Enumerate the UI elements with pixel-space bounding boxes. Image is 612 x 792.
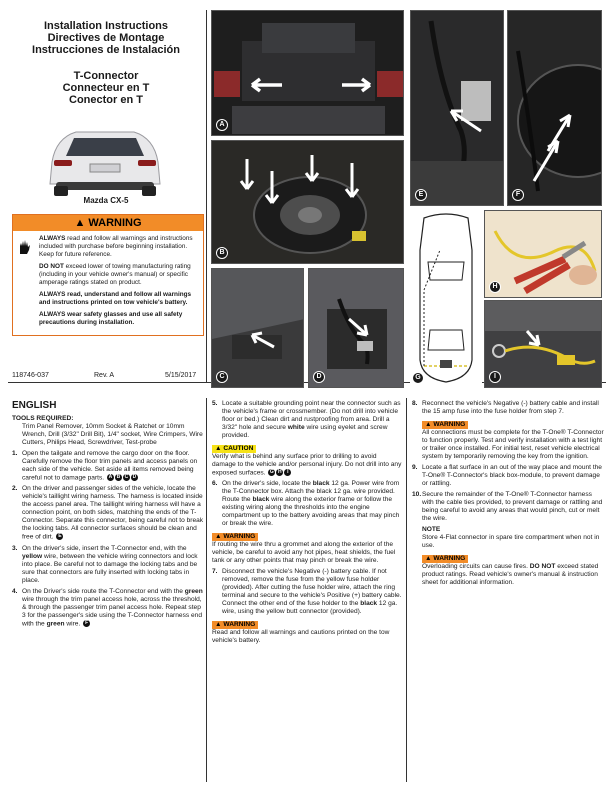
title-fr: Directives de Montage [47,32,165,44]
photo-label: D [313,371,325,383]
step-2 [12,485,204,541]
title-en: Installation Instructions [43,20,169,32]
photo-e-driver-side-wiring [410,10,504,206]
step-number: 10. [412,491,422,498]
step-7-black: black [360,600,378,608]
column-divider-2 [406,398,407,782]
column-3 [412,400,604,587]
step-7-text-c: 12 ga. wire, using the yellow butt connector (provided). [222,600,398,616]
step-1 [12,450,204,482]
part-number: 118746-037 [12,372,49,379]
warning-p1: read and follow all warnings and instructions included with purchase before beginning installation. Keep for future reference. [39,235,193,258]
column-1 [12,400,204,631]
photo-d-taillight-harness [308,268,404,388]
step-number: 6. [212,480,218,488]
step-4-text-e: wire. [64,619,81,627]
caution-text [212,453,402,477]
warning-text: All connections must be complete for the T-One® T-Connector to function properly. Test and verify installation with a test light or trailer once installed. For initial test, reset vehicle electrical system by temporarily removing the key from the ignition. [422,429,604,460]
step-6-text-c: 12 ga. Power wire from the T-Connector box. Attach the black 12 ga. wire provided. Route the [222,480,400,504]
ref-icon-i: I [284,469,291,476]
warning-badge: ▲ WARNING [212,533,258,541]
photo-label: I [489,371,501,383]
step-number: 7. [212,568,218,576]
caution-label: CAUTION [223,445,254,452]
product-es: Conector en T [69,94,143,106]
note-block [412,526,604,550]
photo-label: H [489,281,501,293]
ref-icon-b: B [116,474,121,480]
photo-a-cargo-area [211,10,404,136]
caution-block [212,443,402,477]
ref-icon-g: G [269,469,274,475]
warning-label: WARNING [223,621,256,629]
photo-label: B [216,247,228,259]
warning-badge: ▲ WARNING [422,555,468,563]
step-number: 2. [12,485,18,493]
step-9 [412,464,604,488]
step-6-black: black [312,480,330,488]
photo-label: C [216,371,228,383]
warning-text [422,563,604,587]
ref-icon-c: C [124,474,129,480]
tools-heading: TOOLS REQUIRED: [12,415,74,422]
burn-hand-icon [17,237,33,255]
warning-text: If routing the wire thru a grommet and along the exterior of the vehicle, be careful to avoid any hot pipes, heat shields, the fuel tank or any other points that may pinch or break the wire. [212,541,396,565]
step-5 [212,400,402,440]
photo-f-spare-compartment [507,10,602,206]
vehicle-image [40,112,170,198]
photo-i-battery-fuse [484,300,602,388]
photo-c-trim-panel [211,268,304,388]
photo-label: E [415,189,427,201]
warning-block-2 [212,619,402,645]
warning-label: WARNING [433,555,466,562]
warning-triangle-icon: ▲ [74,217,86,229]
step-2-text: On the driver and passenger sides of the vehicle, locate the vehicle's taillight wiring harness. The harness is located inside the access panel area. The taillight wiring harness will have a connection point, on both sides, matching the ends of the T-Connector. Separate this connector, being careful not to break the locking tabs. All connector surfaces should be clean and free of dirt. [22,485,204,541]
step-number: 8. [412,400,418,407]
warning-p4: ALWAYS wear safety glasses and use all safety precautions during installation. [39,311,183,326]
warning-block-3 [412,419,604,461]
warning-text-b: DO NOT [529,563,556,570]
diagram-g-vehicle-outline [410,210,482,388]
issue-date: 5/15/2017 [165,372,197,379]
warning-box [12,214,204,336]
column-2 [212,400,402,645]
step-number: 9. [412,464,418,471]
step-number: 3. [12,544,18,552]
ref-icon-a: A [108,474,113,480]
step-6-text-a: On the driver's side, locate the [222,480,313,488]
ref-icon-f: F [85,619,89,626]
step-5-text-c: wire using eyelet and screw provided. [222,424,388,439]
title-block [8,20,204,106]
step-6-text-e: wire along the exterior frame or follow the existing wiring along the thresholds into the engine compartment up to the battery avoiding areas that may pinch or break the wire. [222,496,400,528]
warning-p3: ALWAYS read, understand and follow all warnings and instructions printed on tow vehicle's battery. [39,291,192,306]
warning-text-c: exceed stated product ratings. Read vehicle's owner's manual & instruction sheet for additional information. [422,563,599,586]
photo-label: F [512,189,524,201]
step-3-text-a: On the driver's side, insert the T-Connector end, with the [22,544,187,552]
step-5-white: white [287,424,305,431]
ref-icon-e: E [58,533,62,540]
warning-p1-bold: ALWAYS [39,235,66,242]
step-number: 1. [12,450,18,457]
step-3-text-c: wire, between the vehicle wiring connectors and lock into place. Be careful not to damage the locking tabs and be sure that connectors are fully inserted with locking tabs in place. [22,552,198,584]
step-1-text: Open the tailgate and remove the cargo door on the floor. Carefully remove the floor trim panels and access panels on each side of the vehicle. Set aside all items removed being careful not to damage parts. [22,450,198,482]
warning-p2: exceed lower of towing manufacturing rating (including in your vehicle owner's manual) or specific amperage ratings stated on product. [39,263,191,286]
vertical-rule [206,10,207,382]
product-fr: Connecteur en T [62,82,150,94]
step-4-text-a: On the Driver's side route the T-Connector end with the [22,587,185,595]
column-divider-1 [206,398,207,782]
step-3-yellow: yellow [22,552,43,560]
step-4 [12,588,204,628]
tools-list: Trim Panel Remover, 10mm Socket & Ratchet or 10mm Wrench, Drill (3/32" Drill Bit), 1/4" socket, Wire Crimpers, Wire Cutters, Philips Head, Screwdriver, Test-probe [22,423,203,446]
product-en: T-Connector [73,70,139,82]
warning-heading: WARNING [88,217,142,229]
warning-text-a: Overloading circuits can cause fires. [422,563,530,570]
step-number: 4. [12,587,18,595]
caution-badge: ▲ CAUTION [212,445,256,453]
step-6-black-2: black [252,496,270,504]
step-7 [212,568,402,616]
step-4-text-c: wire through the trim panel access hole, across the threshold, & through the passenger trim panel access hole. Repeat step 3 for the passenger's side using the T-Connector harness end with the [22,595,203,627]
ref-icon-d: D [132,474,137,480]
step-4-green-2: green [46,619,65,627]
warning-label: WARNING [433,421,466,428]
step-8-text: Reconnect the vehicle's Negative (-) battery cable and install the 15 amp fuse into the fuse holder from step 7. [422,400,599,415]
step-number: 5. [212,400,218,407]
step-5-text-a: Locate a suitable grounding point near the connector such as the vehicle's frame or crossmember. (Do not drill into vehicle floor or bed.) Clean dirt and rustproofing from area. Drill a 3/32" hole and secure [222,400,401,431]
warning-label: WARNING [223,533,256,541]
warning-body [13,231,203,335]
note-text: Store 4-Flat connector in spare tire compartment when not in use. [422,534,600,549]
note-heading: NOTE [422,526,441,533]
revision: Rev. A [94,372,115,379]
photo-h-crimping [484,210,602,298]
step-8 [412,400,604,416]
warning-badge: ▲ WARNING [422,421,468,429]
title-es: Instrucciones de Instalación [32,44,180,56]
step-4-green: green [184,587,203,595]
step-7-text-a: Disconnect the vehicle's Negative (-) battery cable. If not removed, remove the fuse from the yellow fuse holder (provided). After cutting the fuse holder wire, attach the ring terminal and secure to the vehicle's Positive (+) battery cable. Connect the other end of the fuse holder to the [222,568,402,608]
step-10-text: Secure the remainder of the T-One® T-Connector harness with the cable ties provided, to prevent damage or rattling and being careful to avoid any areas that would pinch, cut or melt the wire. [422,491,603,522]
warning-block-4 [412,553,604,587]
step-10 [412,491,604,523]
warning-badge: ▲ WARNING [212,621,258,629]
language-heading: ENGLISH [12,400,57,411]
step-3 [12,545,204,585]
ref-icon-h: H [278,469,282,475]
vehicle-caption: Mazda CX-5 [83,196,129,205]
photo-b-spare-tire-area [211,140,404,264]
caution-body: Verify what is behind any surface prior to drilling to avoid damage to the vehicle and/or personal injury. Do not drill into any exposed surfaces. [212,453,402,477]
warning-text: Read and follow all warnings and cautions printed on the tow vehicle's battery. [212,629,390,645]
photo-label: A [216,119,228,131]
warning-header [13,215,203,231]
warning-block-1 [212,531,402,565]
step-9-text: Locate a flat surface in an out of the way place and mount the T-One® T-Connector's black box-module, to prevent damage or rattling. [422,464,602,487]
warning-p2-bold: DO NOT [39,263,64,270]
step-6 [212,480,402,528]
photo-label: G [412,372,424,384]
